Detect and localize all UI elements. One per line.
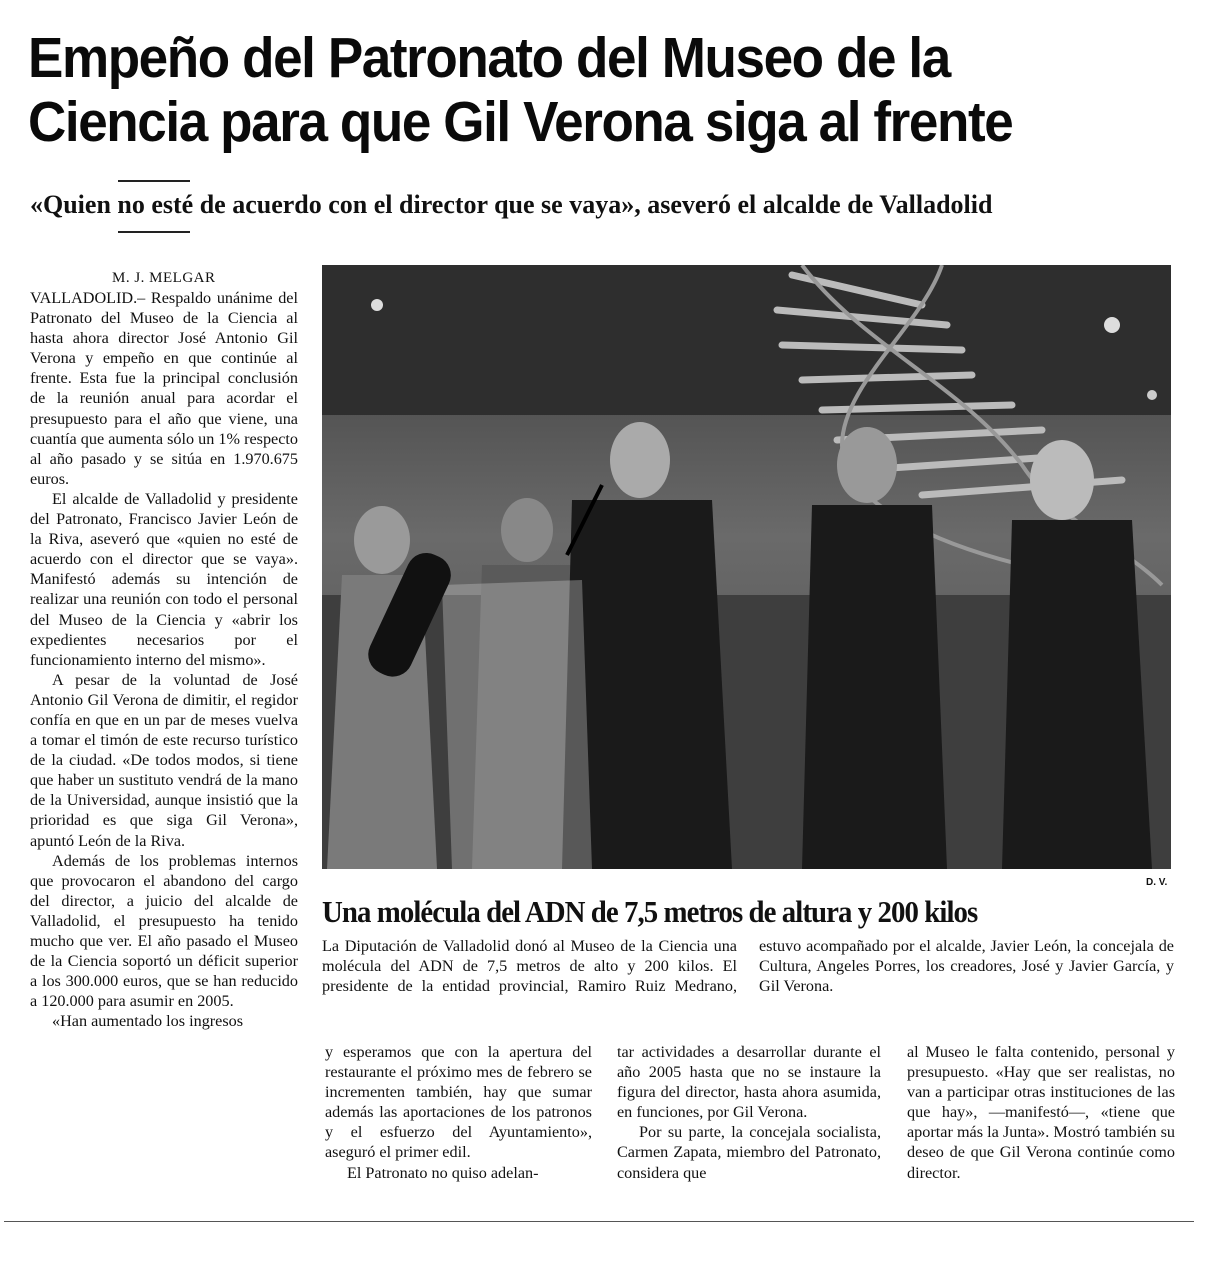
- headline: Empeño del Patronato del Museo de la Ciencia para que Gil Verona siga al frente: [28, 26, 1013, 154]
- caption-title: Una molécula del ADN de 7,5 metros de altura y 200 kilos: [322, 894, 978, 929]
- photo-illustration: [322, 265, 1171, 869]
- news-photo: [322, 265, 1171, 869]
- podium: [442, 580, 592, 869]
- subhead-rule-bottom: [118, 231, 190, 233]
- paragraph: A pesar de la voluntad de José Antonio Gil Verona de dimitir, el regidor confía en que en un par de meses vuelva a tomar el timón de este recurso turístico de la ciudad. «De todos modos, si tiene que haber un sustituto vendrá de la mano de la Universidad, aunque insistió que la prioridad es que siga Gil Verona», apuntó León de la Riva.: [30, 670, 298, 850]
- paragraph: El alcalde de Valladolid y presidente del Patronato, Francisco Javier León de la Riva, aseveró que «quien no esté de acuerdo con el director que se vaya». Manifestó además su intención de realizar una reunión con todo el personal del Museo de la Ciencia y «abrir los expedientes necesarios por el funcionamiento interno del mismo».: [30, 489, 298, 669]
- caption-text: La Diputación de Valladolid donó al Museo de la Ciencia una molécula del ADN de 7,5 metros de alto y 200 kilos. El presidente de la entidad provincial, Ramiro Ruiz Medrano, estuvo acompañado por el alcalde, Javier León, la concejala de Cultura, Angeles Porres, los creadores, José y Javier García, y Gil Verona.: [322, 937, 1174, 996]
- article-column-4: [907, 1042, 1175, 1183]
- article-column-3: [617, 1042, 881, 1183]
- article-column-1: [30, 288, 298, 1031]
- article-column-2: [325, 1042, 592, 1183]
- paragraph: VALLADOLID.– Respaldo unánime del Patronato del Museo de la Ciencia al hasta ahora director José Antonio Gil Verona y empeño en que continúe al frente. Esta fue la principal conclusión de la reunión anual para acordar el presupuesto para el año que viene, una cuantía que aumenta sólo un 1% respecto al año pasado y se sitúa en 1.970.675 euros.: [30, 289, 298, 488]
- subhead-rule-top: [118, 180, 190, 182]
- bottom-rule: [4, 1221, 1194, 1222]
- paragraph: al Museo le falta contenido, personal y presupuesto. «Hay que ser realistas, no van a participar otras instituciones de las que hay», —manifestó—, «tiene que aportar más la Junta». Mostró también su deseo de que Gil Verona continúe como director.: [907, 1043, 1175, 1182]
- paragraph: y esperamos que con la apertura del restaurante el próximo mes de febrero se incrementen también, hay que sumar además las aportaciones de los patronos y el esfuerzo del Ayuntamiento», aseguró el primer edil.: [325, 1043, 592, 1162]
- paragraph: Además de los problemas internos que provocaron el abandono del cargo del director, a juicio del alcalde de Valladolid, el presupuesto ha tenido mucho que ver. El año pasado el Museo de la Ciencia soportó un déficit superior a los 300.000 euros, que se han reducido a 120.000 para asumir en 2005.: [30, 851, 298, 1011]
- photo-credit: D. V.: [1146, 877, 1168, 888]
- paragraph: El Patronato no quiso adelan-: [347, 1163, 539, 1182]
- paragraph: «Han aumentado los ingresos: [52, 1012, 244, 1031]
- byline: M. J. MELGAR: [112, 270, 216, 286]
- paragraph: tar actividades a desarrollar durante el año 2005 hasta que no se instaure la figura del director, hasta ahora asumida, en funciones, por Gil Verona.: [617, 1043, 881, 1122]
- subheadline: «Quien no esté de acuerdo con el director que se vaya», aseveró el alcalde de Valladolid: [30, 190, 993, 219]
- paragraph: Por su parte, la concejala socialista, Carmen Zapata, miembro del Patronato, considera que: [617, 1123, 881, 1182]
